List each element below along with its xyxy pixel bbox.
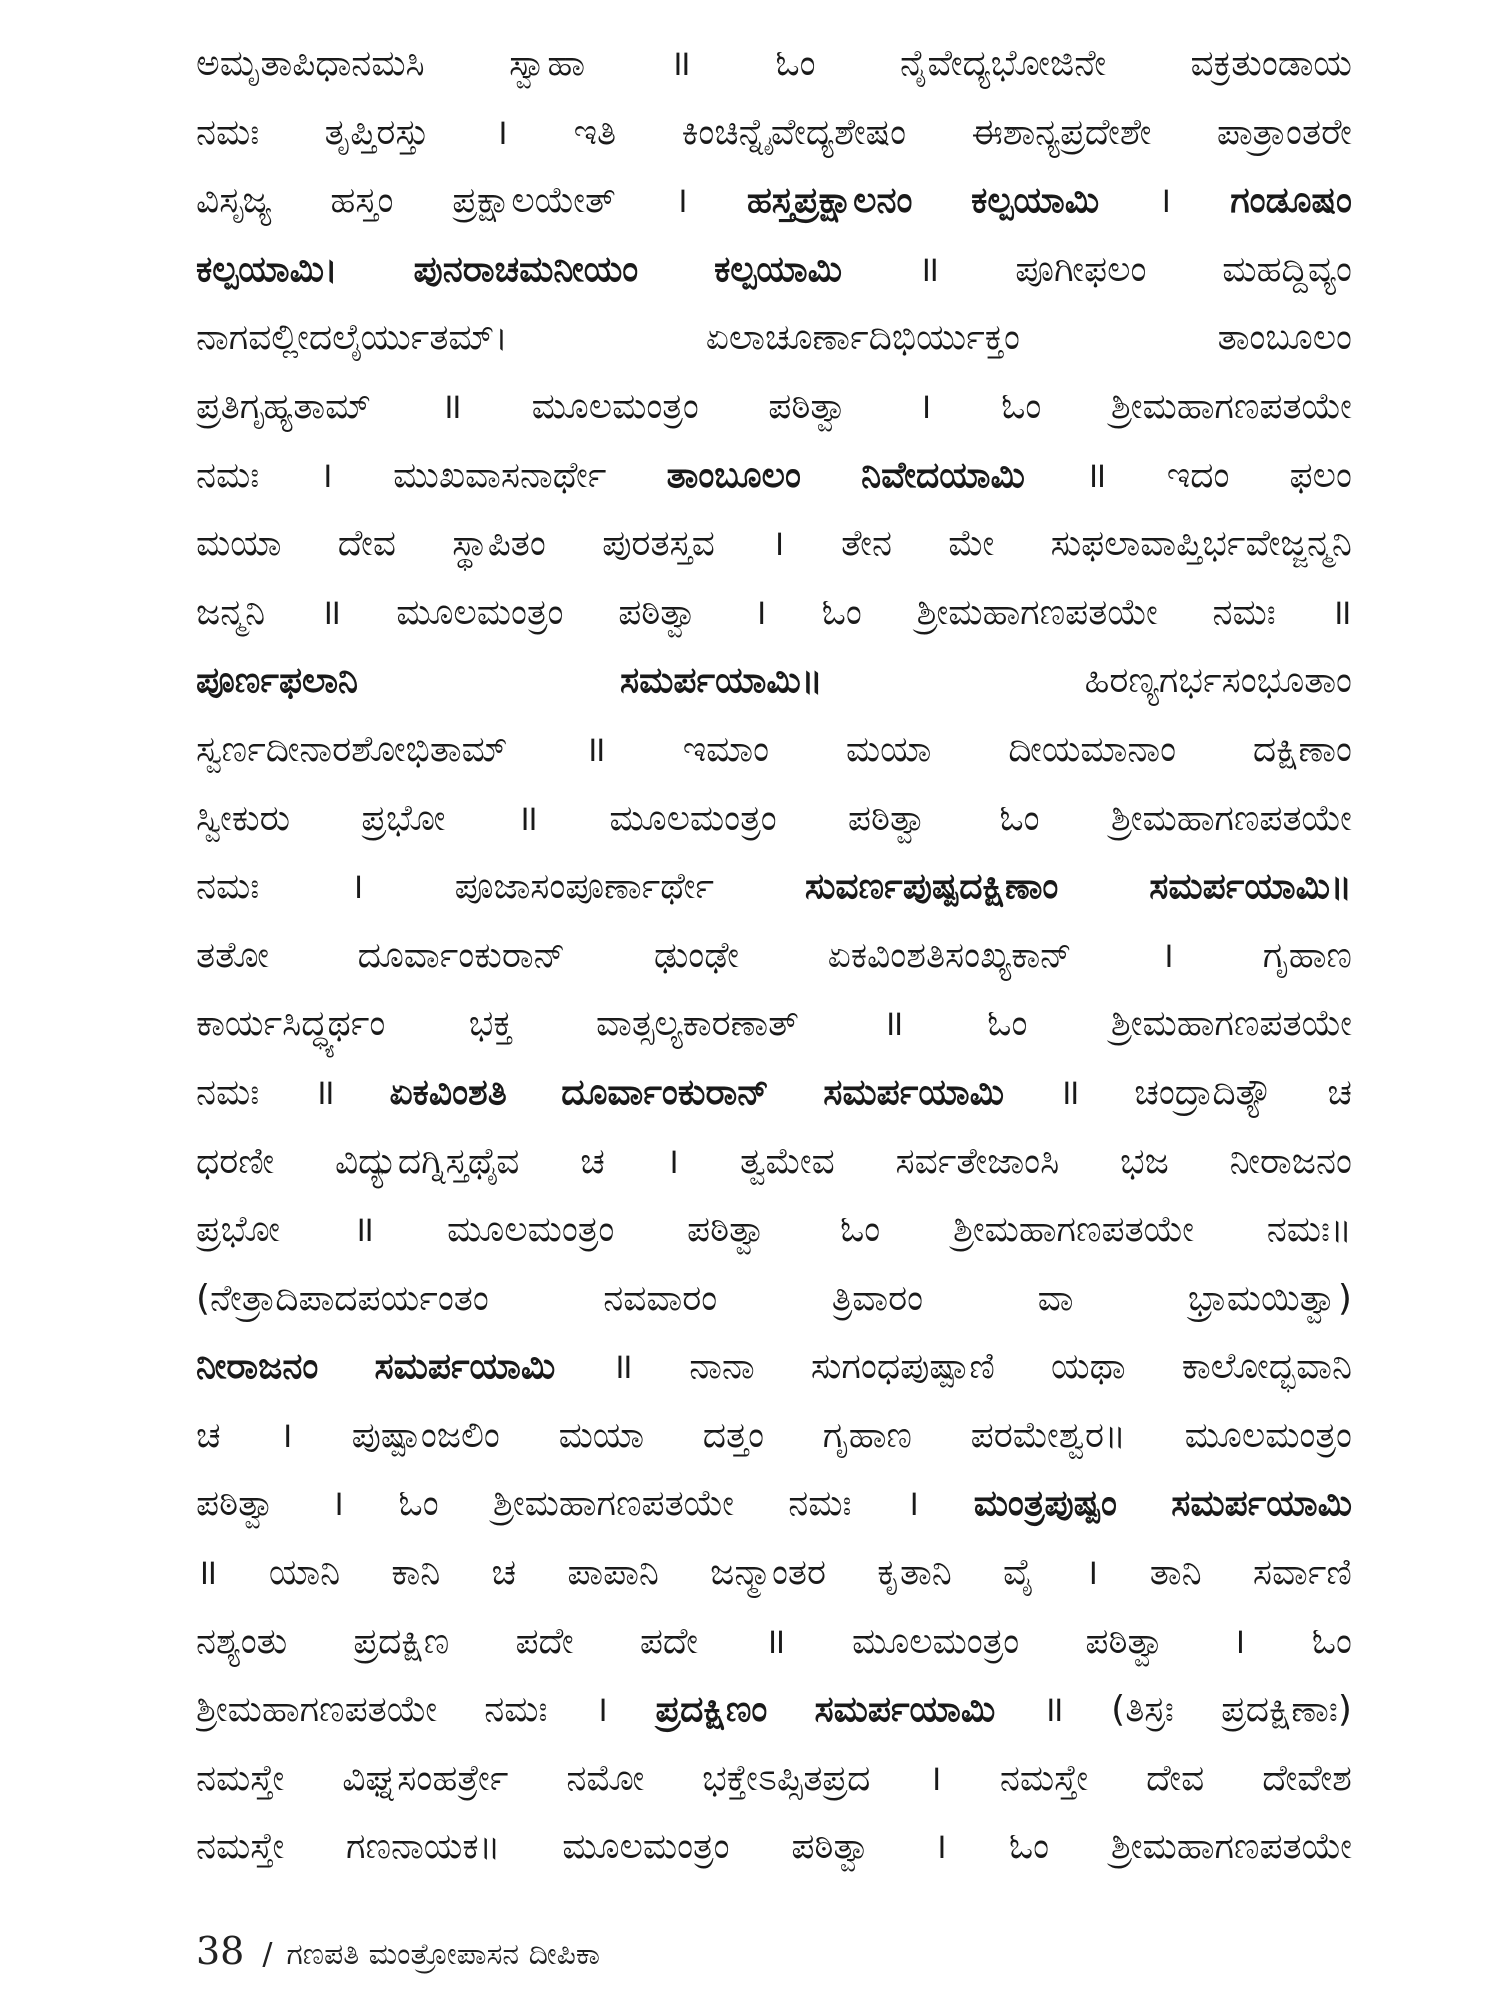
text-segment: ವಿಸೃಜ್ಯ xyxy=(196,180,272,222)
text-segment: ಕೃತಾನಿ xyxy=(877,1552,952,1594)
text-segment: ಪಾತ್ರಾಂತರೇ xyxy=(1216,111,1352,153)
text-segment: ಪ್ರದಕ್ಷಿಣ xyxy=(353,1620,450,1662)
text-segment: ನಮಸ್ತೇ xyxy=(999,1757,1089,1799)
text-segment: ದೇವ xyxy=(337,523,396,565)
text-segment: । xyxy=(319,454,334,496)
text-segment: । xyxy=(918,385,932,427)
text-segment: ನವವಾರಂ xyxy=(603,1277,718,1319)
text-segment: । xyxy=(665,1140,680,1182)
text-segment: ತ್ರಿವಾರಂ xyxy=(831,1277,924,1319)
text-segment: । xyxy=(753,591,767,633)
bold-text-segment: ನೀರಾಜನಂ xyxy=(196,1346,319,1388)
text-segment: ಪಠಿತ್ವಾ xyxy=(687,1209,768,1251)
text-segment: ಪಠಿತ್ವಾ xyxy=(1085,1620,1166,1662)
text-segment: ದೂರ್ವಾಂಕುರಾನ್ xyxy=(357,934,566,976)
text-line xyxy=(196,990,1352,1059)
page-footer xyxy=(196,1926,600,1976)
bold-text-segment: ಕಲ್ಪಯಾಮಿ। xyxy=(196,248,338,290)
text-line xyxy=(196,1470,1352,1539)
text-segment: ಪಠಿತ್ವಾ xyxy=(791,1826,872,1868)
text-segment: । xyxy=(905,1483,920,1525)
text-segment: ತಾಂಬೂಲಂ xyxy=(1217,317,1352,359)
bold-text-segment: ಪುನರಾಚಮನೀಯಂ xyxy=(413,248,639,290)
text-segment: ಓಂ xyxy=(398,1483,439,1525)
text-segment: ॥ xyxy=(669,43,692,84)
text-segment: ॥ xyxy=(1042,1689,1064,1731)
text-segment: ಮೂಲಮಂತ್ರಂ xyxy=(562,1826,730,1868)
footer-separator: / xyxy=(262,1937,273,1972)
text-segment: ಏಲಾಚೂರ್ಣಾದಿಭಿರ್ಯುಕ್ತಂ xyxy=(705,317,1020,359)
text-segment: ಪುಷ್ಪಾಂಜಲಿಂ xyxy=(351,1414,500,1456)
text-segment: ಸುಗಂಧಪುಷ್ಪಾಣಿ xyxy=(810,1346,995,1388)
text-segment: । xyxy=(350,866,364,908)
text-segment: ಕಿಂಚಿನ್ನೈವೇದ್ಯಶೇಷಂ xyxy=(681,111,907,153)
text-segment: ಮೇ xyxy=(948,523,995,565)
text-segment: ತ್ವಮೇವ xyxy=(740,1140,835,1182)
text-segment: ॥ xyxy=(611,1346,634,1388)
text-segment: । xyxy=(594,1689,609,1731)
text-segment: ಪುರತಸ್ತವ xyxy=(602,523,715,565)
text-segment: ॥ xyxy=(584,728,606,770)
text-segment: ಚ xyxy=(196,1414,221,1456)
text-line xyxy=(196,30,1352,99)
text-segment: ಈಶಾನ್ಯಪ್ರದೇಶೇ xyxy=(971,111,1152,153)
text-segment: ಅಮೃತಾಪಿಧಾನಮಸಿ xyxy=(196,43,425,84)
text-line xyxy=(196,1402,1352,1471)
text-segment: ಸರ್ವತೇಜಾಂಸಿ xyxy=(895,1140,1060,1182)
text-line xyxy=(196,1196,1352,1265)
bold-text-segment: ಸಮರ್ಪಯಾಮಿ xyxy=(823,1071,1005,1113)
text-segment: ಪೂಜಾಸಂಪೂರ್ಣಾರ್ಥೇ xyxy=(454,866,714,908)
text-segment: । xyxy=(1084,1552,1099,1594)
text-segment: । xyxy=(928,1757,942,1799)
text-segment: ದತ್ತಂ xyxy=(702,1414,765,1456)
text-segment: ॥ xyxy=(764,1620,786,1662)
text-segment: ಗೃಹಾಣ xyxy=(1262,934,1352,976)
text-segment: ದೇವೇಶ xyxy=(1262,1757,1352,1799)
text-segment: ಮಹದ್ದಿವ್ಯಂ xyxy=(1222,248,1352,290)
text-line xyxy=(196,716,1352,785)
text-line xyxy=(196,1676,1352,1745)
text-segment: ಇತಿ xyxy=(573,111,617,153)
text-line xyxy=(196,1128,1352,1197)
text-segment: ಶ್ರೀಮಹಾಗಣಪತಯೇ xyxy=(492,1483,735,1525)
text-segment: । xyxy=(1160,934,1175,976)
text-segment: ಓಂ xyxy=(1311,1620,1352,1662)
bold-text-segment: ಕಲ್ಪಯಾಮಿ xyxy=(714,248,843,290)
text-line xyxy=(196,167,1352,236)
text-segment: ॥ xyxy=(440,385,463,427)
bold-text-segment: ಪೂರ್ಣಫಲಾನಿ xyxy=(196,660,359,702)
text-segment: ಓಂ xyxy=(1008,1826,1050,1868)
text-segment: ಫಲಂ xyxy=(1289,454,1352,496)
text-segment: ವಿದ್ಯುದಗ್ನಿಸ್ತಥೈವ xyxy=(334,1140,520,1182)
text-segment: ಭಜ xyxy=(1120,1140,1169,1182)
text-segment: ನಮಸ್ತೇ xyxy=(196,1826,285,1868)
text-segment: ನೈವೇದ್ಯಭೋಜಿನೇ xyxy=(900,43,1107,84)
text-line xyxy=(196,1333,1352,1402)
text-segment: ಸುಫಲಾವಾಪ್ತಿರ್ಭವೇಜ್ಜನ್ಮನಿ xyxy=(1050,523,1352,565)
text-segment: ಮೂಲಮಂತ್ರಂ xyxy=(531,385,699,427)
text-segment: ಚಂದ್ರಾದಿತ್ಯೌ xyxy=(1134,1071,1274,1113)
book-title: ಗಣಪತಿ ಮಂತ್ರೋಪಾಸನ ದೀಪಿಕಾ xyxy=(286,1937,600,1972)
text-segment: ಯಥಾ xyxy=(1051,1346,1126,1388)
bold-text-segment: ಸಮರ್ಪಯಾಮಿ xyxy=(1171,1483,1352,1525)
bold-text-segment: ಮಂತ್ರಪುಷ್ಪಂ xyxy=(973,1483,1117,1525)
text-segment: ಮೂಲಮಂತ್ರಂ xyxy=(1184,1414,1352,1456)
text-segment: ಸ್ಥಾಪಿತಂ xyxy=(452,523,546,565)
text-segment: ನಶ್ಯಂತು xyxy=(196,1620,288,1662)
bold-text-segment: ಪ್ರದಕ್ಷಿಣಂ xyxy=(655,1689,768,1731)
bold-text-segment: ಗಂಡೂಷಂ xyxy=(1230,180,1352,222)
text-segment: ದೀಯಮಾನಾಂ xyxy=(1008,728,1177,770)
text-segment: ॥ xyxy=(1058,1071,1080,1113)
text-segment: ಓಂ xyxy=(999,797,1040,839)
text-segment: ನಮಃ xyxy=(196,111,260,153)
text-segment: ಕಾನಿ xyxy=(391,1552,441,1594)
text-segment: ಶ್ರೀಮಹಾಗಣಪತಯೇ xyxy=(952,1209,1195,1251)
text-line xyxy=(196,922,1352,991)
text-segment: ಚ xyxy=(1327,1071,1352,1113)
text-segment: ಓಂ xyxy=(1001,385,1042,427)
text-segment: ಪಾಪಾನಿ xyxy=(567,1552,659,1594)
text-segment: ಶ್ರೀಮಹಾಗಣಪತಯೇ xyxy=(916,591,1158,633)
text-segment: । xyxy=(771,523,785,565)
text-segment: ಹಸ್ತಂ xyxy=(330,180,394,222)
text-segment: । xyxy=(494,111,509,153)
bold-text-segment: ನಿವೇದಯಾಮಿ xyxy=(861,454,1025,496)
text-segment: ವಿಘ್ನಸಂಹರ್ತ್ರೇ xyxy=(342,1757,509,1799)
text-line xyxy=(196,1539,1352,1608)
text-segment: ॥ xyxy=(1085,454,1107,496)
text-segment: ನೀರಾಜನಂ xyxy=(1229,1140,1352,1182)
text-segment: ನಮಃ xyxy=(484,1689,548,1731)
text-segment: ಓಂ xyxy=(821,591,862,633)
text-segment: ಮೂಲಮಂತ್ರಂ xyxy=(447,1209,615,1251)
text-segment: । xyxy=(1231,1620,1246,1662)
bold-text-segment: ಸುವರ್ಣಪುಷ್ಪದಕ್ಷಿಣಾಂ xyxy=(804,866,1059,908)
text-segment: ನಮಸ್ತೇ xyxy=(196,1757,285,1799)
text-segment: ನಮಃ xyxy=(196,866,260,908)
text-segment: ಪ್ರಭೋ xyxy=(196,1209,281,1251)
text-line xyxy=(196,442,1352,511)
text-line xyxy=(196,510,1352,579)
text-segment: । xyxy=(330,1483,345,1525)
text-line xyxy=(196,1813,1352,1882)
text-segment: ಕಾರ್ಯಸಿದ್ಧ್ಯರ್ಥಂ xyxy=(196,1003,386,1045)
text-segment: ॥ xyxy=(516,797,539,839)
text-segment: ಸ್ವಾಹಾ xyxy=(509,43,586,84)
text-segment: ದಕ್ಷಿಣಾಂ xyxy=(1252,728,1352,770)
text-segment: । xyxy=(933,1826,948,1868)
text-segment: । xyxy=(674,180,689,222)
text-segment: ಕಾಲೋದ್ಭವಾನಿ xyxy=(1181,1346,1352,1388)
bold-text-segment: ಸಮರ್ಪಯಾಮಿ xyxy=(814,1689,996,1731)
text-segment: ವಕ್ರತುಂಡಾಯ xyxy=(1190,43,1352,84)
text-segment: ಯಾನಿ xyxy=(268,1552,341,1594)
text-line xyxy=(196,1745,1352,1814)
text-segment: ಪರಮೇಶ್ವರ॥ xyxy=(970,1414,1126,1456)
text-segment: ಮಯಾ xyxy=(845,728,932,770)
text-segment: ಮೂಲಮಂತ್ರಂ xyxy=(609,797,777,839)
text-segment: ಶ್ರೀಮಹಾಗಣಪತಯೇ xyxy=(1110,385,1352,427)
text-segment: ವಾತ್ಸಲ್ಯಕಾರಣಾತ್ xyxy=(596,1003,799,1045)
text-line xyxy=(196,579,1352,648)
text-segment: ತತೋ xyxy=(196,934,269,976)
text-segment: ॥ xyxy=(313,1071,336,1113)
text-segment: ತೃಪ್ತಿರಸ್ತು xyxy=(324,111,430,153)
text-segment: ಮಯಾ xyxy=(196,523,282,565)
text-segment: ಗಣನಾಯಕ॥ xyxy=(346,1826,501,1868)
text-segment: ಓಂ xyxy=(987,1003,1028,1045)
text-segment: ವಾ xyxy=(1037,1277,1074,1319)
text-segment: ಗೃಹಾಣ xyxy=(822,1414,912,1456)
bold-text-segment: ಸಮರ್ಪಯಾಮಿ xyxy=(374,1346,556,1388)
text-line xyxy=(196,236,1352,305)
text-segment: ಜನ್ಮಾಂತರ xyxy=(710,1552,827,1594)
text-segment: ಶ್ರೀಮಹಾಗಣಪತಯೇ xyxy=(1110,1003,1352,1045)
text-segment: ಪಠಿತ್ವಾ xyxy=(768,385,849,427)
bold-text-segment: ಕಲ್ಪಯಾಮಿ xyxy=(971,180,1100,222)
text-segment: ಮೂಲಮಂತ್ರಂ xyxy=(851,1620,1020,1662)
text-segment: । xyxy=(279,1414,293,1456)
text-segment: ಪ್ರದಕ್ಷಿಣಾಃ) xyxy=(1221,1689,1352,1731)
text-segment: ಧರಣೀ xyxy=(196,1140,275,1182)
text-line xyxy=(196,785,1352,854)
text-segment: ನಮಃ xyxy=(788,1483,852,1525)
body-text xyxy=(196,30,1352,1882)
text-segment: ನಾನಾ xyxy=(689,1346,755,1388)
text-segment: ಚ xyxy=(580,1140,605,1182)
text-segment: ಸ್ವರ್ಣದೀನಾರಶೋಭಿತಾಮ್ xyxy=(196,728,508,770)
bold-text-segment: ಏಕವಿಂಶತಿ xyxy=(389,1071,507,1113)
text-segment: ಓಂ xyxy=(775,43,816,84)
text-line xyxy=(196,373,1352,442)
text-line xyxy=(196,304,1352,373)
text-segment: ಪ್ರಕ್ಷಾಲಯೇತ್ xyxy=(452,180,616,222)
text-segment: ತೇನ xyxy=(841,523,892,565)
text-segment: ನಮಃ xyxy=(1212,591,1276,633)
text-segment: ಹಿರಣ್ಯಗರ್ಭಸಂಭೂತಾಂ xyxy=(1084,660,1352,702)
text-segment: ಜನ್ಮನಿ xyxy=(196,591,266,633)
text-segment: ಭಕ್ತೇಽಪ್ಸಿತಪ್ರದ xyxy=(702,1757,871,1799)
text-segment: ಮಯಾ xyxy=(558,1414,645,1456)
text-segment: ॥ xyxy=(319,591,342,633)
text-segment: ಭಕ್ತ xyxy=(468,1003,513,1045)
text-segment: ಏಕವಿಂಶತಿಸಂಖ್ಯಕಾನ್ xyxy=(827,934,1072,976)
text-segment: (ತಿಸ್ರಃ xyxy=(1111,1689,1174,1731)
text-segment: ಸರ್ವಾಣಿ xyxy=(1252,1552,1352,1594)
text-segment: ಮುಖವಾಸನಾರ್ಥೇ xyxy=(393,454,607,496)
text-segment: ॥ xyxy=(196,1552,218,1594)
bold-text-segment: ದೂರ್ವಾಂಕುರಾನ್ xyxy=(561,1071,769,1113)
text-segment: ಇದಂ xyxy=(1166,454,1230,496)
text-segment: ॥ xyxy=(917,248,940,290)
text-segment: । xyxy=(1157,180,1172,222)
bold-text-segment: ಸಮರ್ಪಯಾಮಿ॥ xyxy=(1149,866,1352,908)
text-segment: ನಮಃ xyxy=(196,454,260,496)
text-segment: ಪಠಿತ್ವಾ xyxy=(196,1483,277,1525)
text-segment: ನಮೋ xyxy=(566,1757,645,1799)
text-segment: ನಮಃ॥ xyxy=(1266,1209,1352,1251)
text-segment: ಇಮಾಂ xyxy=(682,728,770,770)
bold-text-segment: ಸಮರ್ಪಯಾಮಿ॥ xyxy=(620,660,823,702)
text-segment: ಪ್ರತಿಗೃಹ್ಯತಾಮ್ xyxy=(196,385,372,427)
text-segment: ಮೂಲಮಂತ್ರಂ xyxy=(396,591,564,633)
text-segment: ದೇವ xyxy=(1146,1757,1205,1799)
text-segment: ॥ xyxy=(1330,591,1352,633)
text-segment: ॥ xyxy=(352,1209,375,1251)
text-segment: ಪೂಗೀಫಲಂ xyxy=(1015,248,1147,290)
text-segment: ಪಠಿತ್ವಾ xyxy=(847,797,929,839)
text-line xyxy=(196,1608,1352,1677)
text-segment: ನಾಗವಲ್ಲೀದಲೈರ್ಯುತಮ್। xyxy=(196,317,508,359)
text-line xyxy=(196,1265,1352,1334)
text-segment: ಶ್ರೀಮಹಾಗಣಪತಯೇ xyxy=(1110,797,1352,839)
page-number: 38 xyxy=(196,1929,245,1973)
text-segment: ॥ xyxy=(882,1003,904,1045)
text-segment: ಢುಂಢೇ xyxy=(653,934,739,976)
text-segment: ಶ್ರೀಮಹಾಗಣಪತಯೇ xyxy=(1110,1826,1352,1868)
text-segment: ಭ್ರಾಮಯಿತ್ವಾ) xyxy=(1187,1277,1352,1319)
text-segment: ಪ್ರಭೋ xyxy=(361,797,446,839)
text-segment: (ನೇತ್ರಾದಿಪಾದಪರ್ಯಂತಂ xyxy=(196,1277,489,1319)
text-line xyxy=(196,647,1352,716)
text-line xyxy=(196,99,1352,168)
text-segment: ಪಠಿತ್ವಾ xyxy=(618,591,699,633)
text-segment: ಸ್ವೀಕುರು xyxy=(196,797,291,839)
bold-text-segment: ಹಸ್ತಪ್ರಕ್ಷಾಲನಂ xyxy=(746,180,913,222)
text-segment: ವೈ xyxy=(1003,1552,1034,1594)
text-line xyxy=(196,1059,1352,1128)
text-segment: ಪದೇ xyxy=(639,1620,698,1662)
text-segment: ಶ್ರೀಮಹಾಗಣಪತಯೇ xyxy=(196,1689,438,1731)
text-segment: ಪದೇ xyxy=(515,1620,574,1662)
text-segment: ನಮಃ xyxy=(196,1071,260,1113)
text-segment: ಚ xyxy=(491,1552,517,1594)
text-segment: ತಾನಿ xyxy=(1149,1552,1202,1594)
bold-text-segment: ತಾಂಬೂಲಂ xyxy=(666,454,801,496)
text-line xyxy=(196,853,1352,922)
text-segment: ಓಂ xyxy=(840,1209,881,1251)
